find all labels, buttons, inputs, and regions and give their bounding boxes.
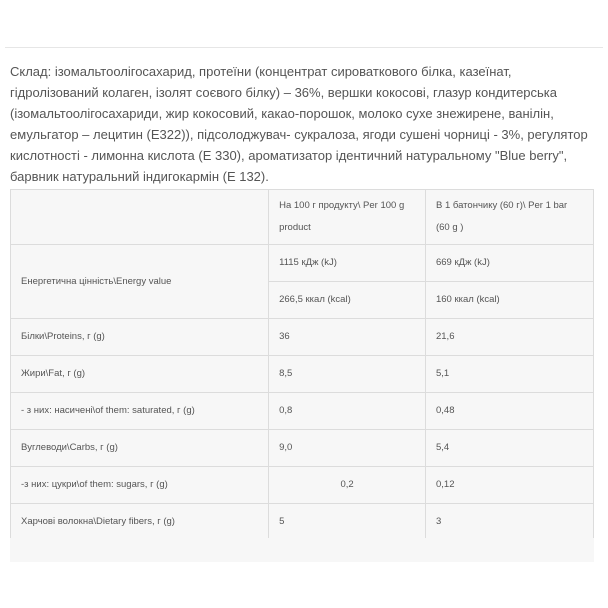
row-label-energy: Енергетична цінність\Energy value [11, 245, 269, 319]
row-value-per100: 0,8 [269, 393, 426, 430]
row-value-perbar: 160 ккал (kcal) [425, 282, 593, 319]
row-value-per100: 1115 кДж (kJ) [269, 245, 426, 282]
header-perbar-cell: В 1 батончику (60 г)\ Per 1 bar (60 g ) [425, 190, 593, 245]
row-value-per100: 9,0 [269, 430, 426, 467]
table-row [11, 245, 594, 282]
nutrition-table [10, 189, 594, 541]
row-value-perbar: 5,4 [425, 430, 593, 467]
row-label-fat: Жири\Fat, г (g) [11, 356, 269, 393]
row-value-perbar: 669 кДж (kJ) [425, 245, 593, 282]
row-label-saturated: - з них: насичені\of them: saturated, г (g) [11, 393, 269, 430]
row-value-per100: 8,5 [269, 356, 426, 393]
row-value-perbar: 5,1 [425, 356, 593, 393]
table-row [11, 504, 594, 541]
row-label-carbs: Вуглеводи\Carbs, г (g) [11, 430, 269, 467]
row-value-per100: 5 [269, 504, 426, 541]
row-label-sugars: -з них: цукри\of them: sugars, г (g) [11, 467, 269, 504]
row-value-per100: 36 [269, 319, 426, 356]
header-label-cell [11, 190, 269, 245]
table-bottom-band [10, 538, 594, 562]
row-value-per100: 266,5 ккал (kcal) [269, 282, 426, 319]
row-value-per100: 0,2 [269, 467, 426, 504]
row-value-perbar: 0,48 [425, 393, 593, 430]
row-value-perbar: 21,6 [425, 319, 593, 356]
header-per100-cell: На 100 г продукту\ Per 100 g product [269, 190, 426, 245]
row-label-proteins: Білки\Proteins, г (g) [11, 319, 269, 356]
table-row [11, 356, 594, 393]
table-row [11, 393, 594, 430]
table-row [11, 319, 594, 356]
row-value-perbar: 3 [425, 504, 593, 541]
top-divider [5, 47, 603, 48]
table-header-row [11, 190, 594, 245]
row-label-fibers: Харчові волокна\Dietary fibers, г (g) [11, 504, 269, 541]
table-row [11, 467, 594, 504]
composition-text: Склад: ізомальтоолігосахарид, протеїни (концентрат сироваткового білка, казеїнат, гідролізований колаген, ізолят соєвого білку) – 36%, вершки кокосові, глазур кондитерська (ізомальтоолігосахариди, жир кокосовий, какао-порошок, молоко сухе знежирене, ванілін, емульгатор – лецитин (Е322)), підсолоджувач- сукралоза, ягоди сушені чорниці - 3%, регулятор кислотності - лимонна кислота (Е 330), ароматизатор ідентичний натуральному "Blue berry", барвник натуральний індигокармін (Е 132). [10, 64, 588, 184]
table-row [11, 430, 594, 467]
row-value-perbar: 0,12 [425, 467, 593, 504]
